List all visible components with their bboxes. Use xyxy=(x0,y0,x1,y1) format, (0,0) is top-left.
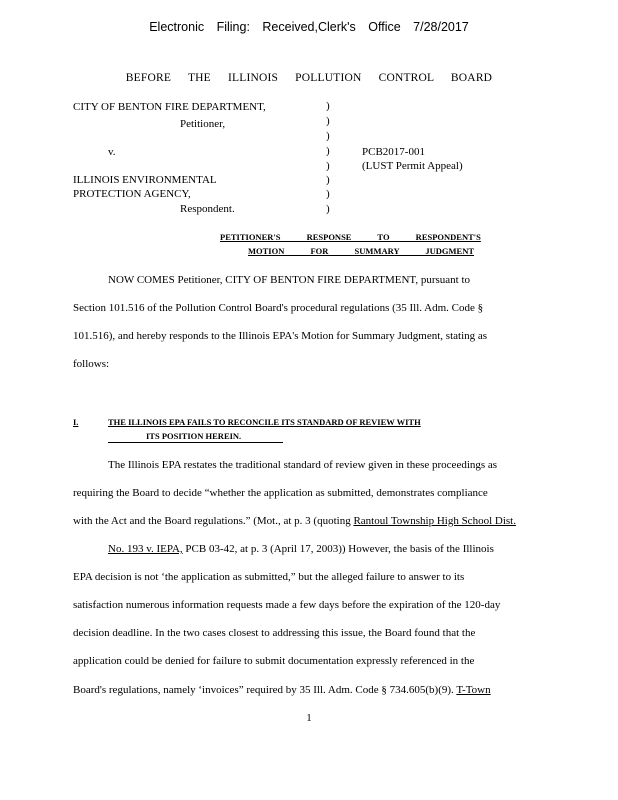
intro-line-1: NOW COMES Petitioner, CITY OF BENTON FIRE DEPARTMENT, pursuant to xyxy=(108,274,471,286)
page-number: 1 xyxy=(306,712,312,724)
caption-paren: ) xyxy=(326,203,330,215)
petitioner-name: CITY OF BENTON FIRE DEPARTMENT, xyxy=(73,101,266,113)
petitioner-role: Petitioner, xyxy=(180,118,226,130)
caption-paren: ) xyxy=(326,160,330,172)
caption-paren: ) xyxy=(326,115,330,127)
body-line-9-text: Board's regulations, namely ‘invoices” required by 35 Ill. Adm. Code § 734.605(b)(9). xyxy=(73,684,457,696)
intro-line-3: 101.516), and hereby responds to the Illinois EPA's Motion for Summary Judgment, stating as xyxy=(73,330,488,342)
caption-paren: ) xyxy=(326,145,330,157)
body-line-4 xyxy=(73,543,494,555)
body-line-3 xyxy=(73,515,516,527)
caption-paren: ) xyxy=(326,100,330,112)
body-line-8: application could be denied for failure to submit documentation expressly referenced in the xyxy=(73,655,475,667)
caption-paren: ) xyxy=(326,188,330,200)
respondent-name-line2: PROTECTION AGENCY, xyxy=(73,188,191,200)
caption-paren: ) xyxy=(326,130,330,142)
body-line-4-text: PCB 03-42, at p. 3 (April 17, 2003)) However, the basis of the Illinois xyxy=(185,543,494,555)
intro-line-2: Section 101.516 of the Pollution Control Board's procedural regulations (35 Ill. Adm. Code § xyxy=(73,302,484,314)
filing-stamp: Electronic Filing: Received,Clerk's Office 7/28/2017 xyxy=(149,20,469,34)
section-number: I. xyxy=(73,417,79,427)
section-heading-line1: THE ILLINOIS EPA FAILS TO RECONCILE ITS STANDARD OF REVIEW WITH xyxy=(108,417,421,427)
respondent-name-line1: ILLINOIS ENVIRONMENTAL xyxy=(73,174,217,186)
case-number: PCB2017-001 xyxy=(362,146,425,158)
body-line-5: EPA decision is not ‘the application as submitted,” but the alleged failure to answer to its xyxy=(73,571,465,583)
versus: v. xyxy=(108,146,116,158)
body-line-9 xyxy=(73,684,491,696)
section-heading-line2: ITS POSITION HEREIN. xyxy=(146,431,242,441)
board-title: BEFORE THE ILLINOIS POLLUTION CONTROL BOARD xyxy=(125,72,493,84)
body-line-1: The Illinois EPA restates the traditional standard of review given in these proceedings as xyxy=(108,459,498,471)
document-title-line2: MOTION FOR SUMMARY JUDGMENT xyxy=(248,246,475,256)
respondent-role: Respondent. xyxy=(180,203,235,215)
body-line-7: decision deadline. In the two cases closest to addressing this issue, the Board found that the xyxy=(73,627,476,639)
body-line-2: requiring the Board to decide “whether the application as submitted, demonstrates compliance xyxy=(73,487,488,499)
case-type: (LUST Permit Appeal) xyxy=(362,160,463,172)
section-heading-underline xyxy=(108,442,283,443)
caption-paren: ) xyxy=(326,174,330,186)
body-line-6: satisfaction numerous information requests made a few days before the expiration of the 120-day xyxy=(73,599,501,611)
intro-line-4: follows: xyxy=(73,358,110,370)
case-citation-rantoul-cont: No. 193 v. IEPA, xyxy=(108,543,183,555)
body-line-3-text: with the Act and the Board regulations.” (Mot., at p. 3 (quoting xyxy=(73,515,351,527)
case-citation-ttown: T-Town xyxy=(456,684,491,696)
case-citation-rantoul: Rantoul Township High School Dist. xyxy=(353,515,516,527)
document-title-line1: PETITIONER'S RESPONSE TO RESPONDENT'S xyxy=(220,232,481,242)
